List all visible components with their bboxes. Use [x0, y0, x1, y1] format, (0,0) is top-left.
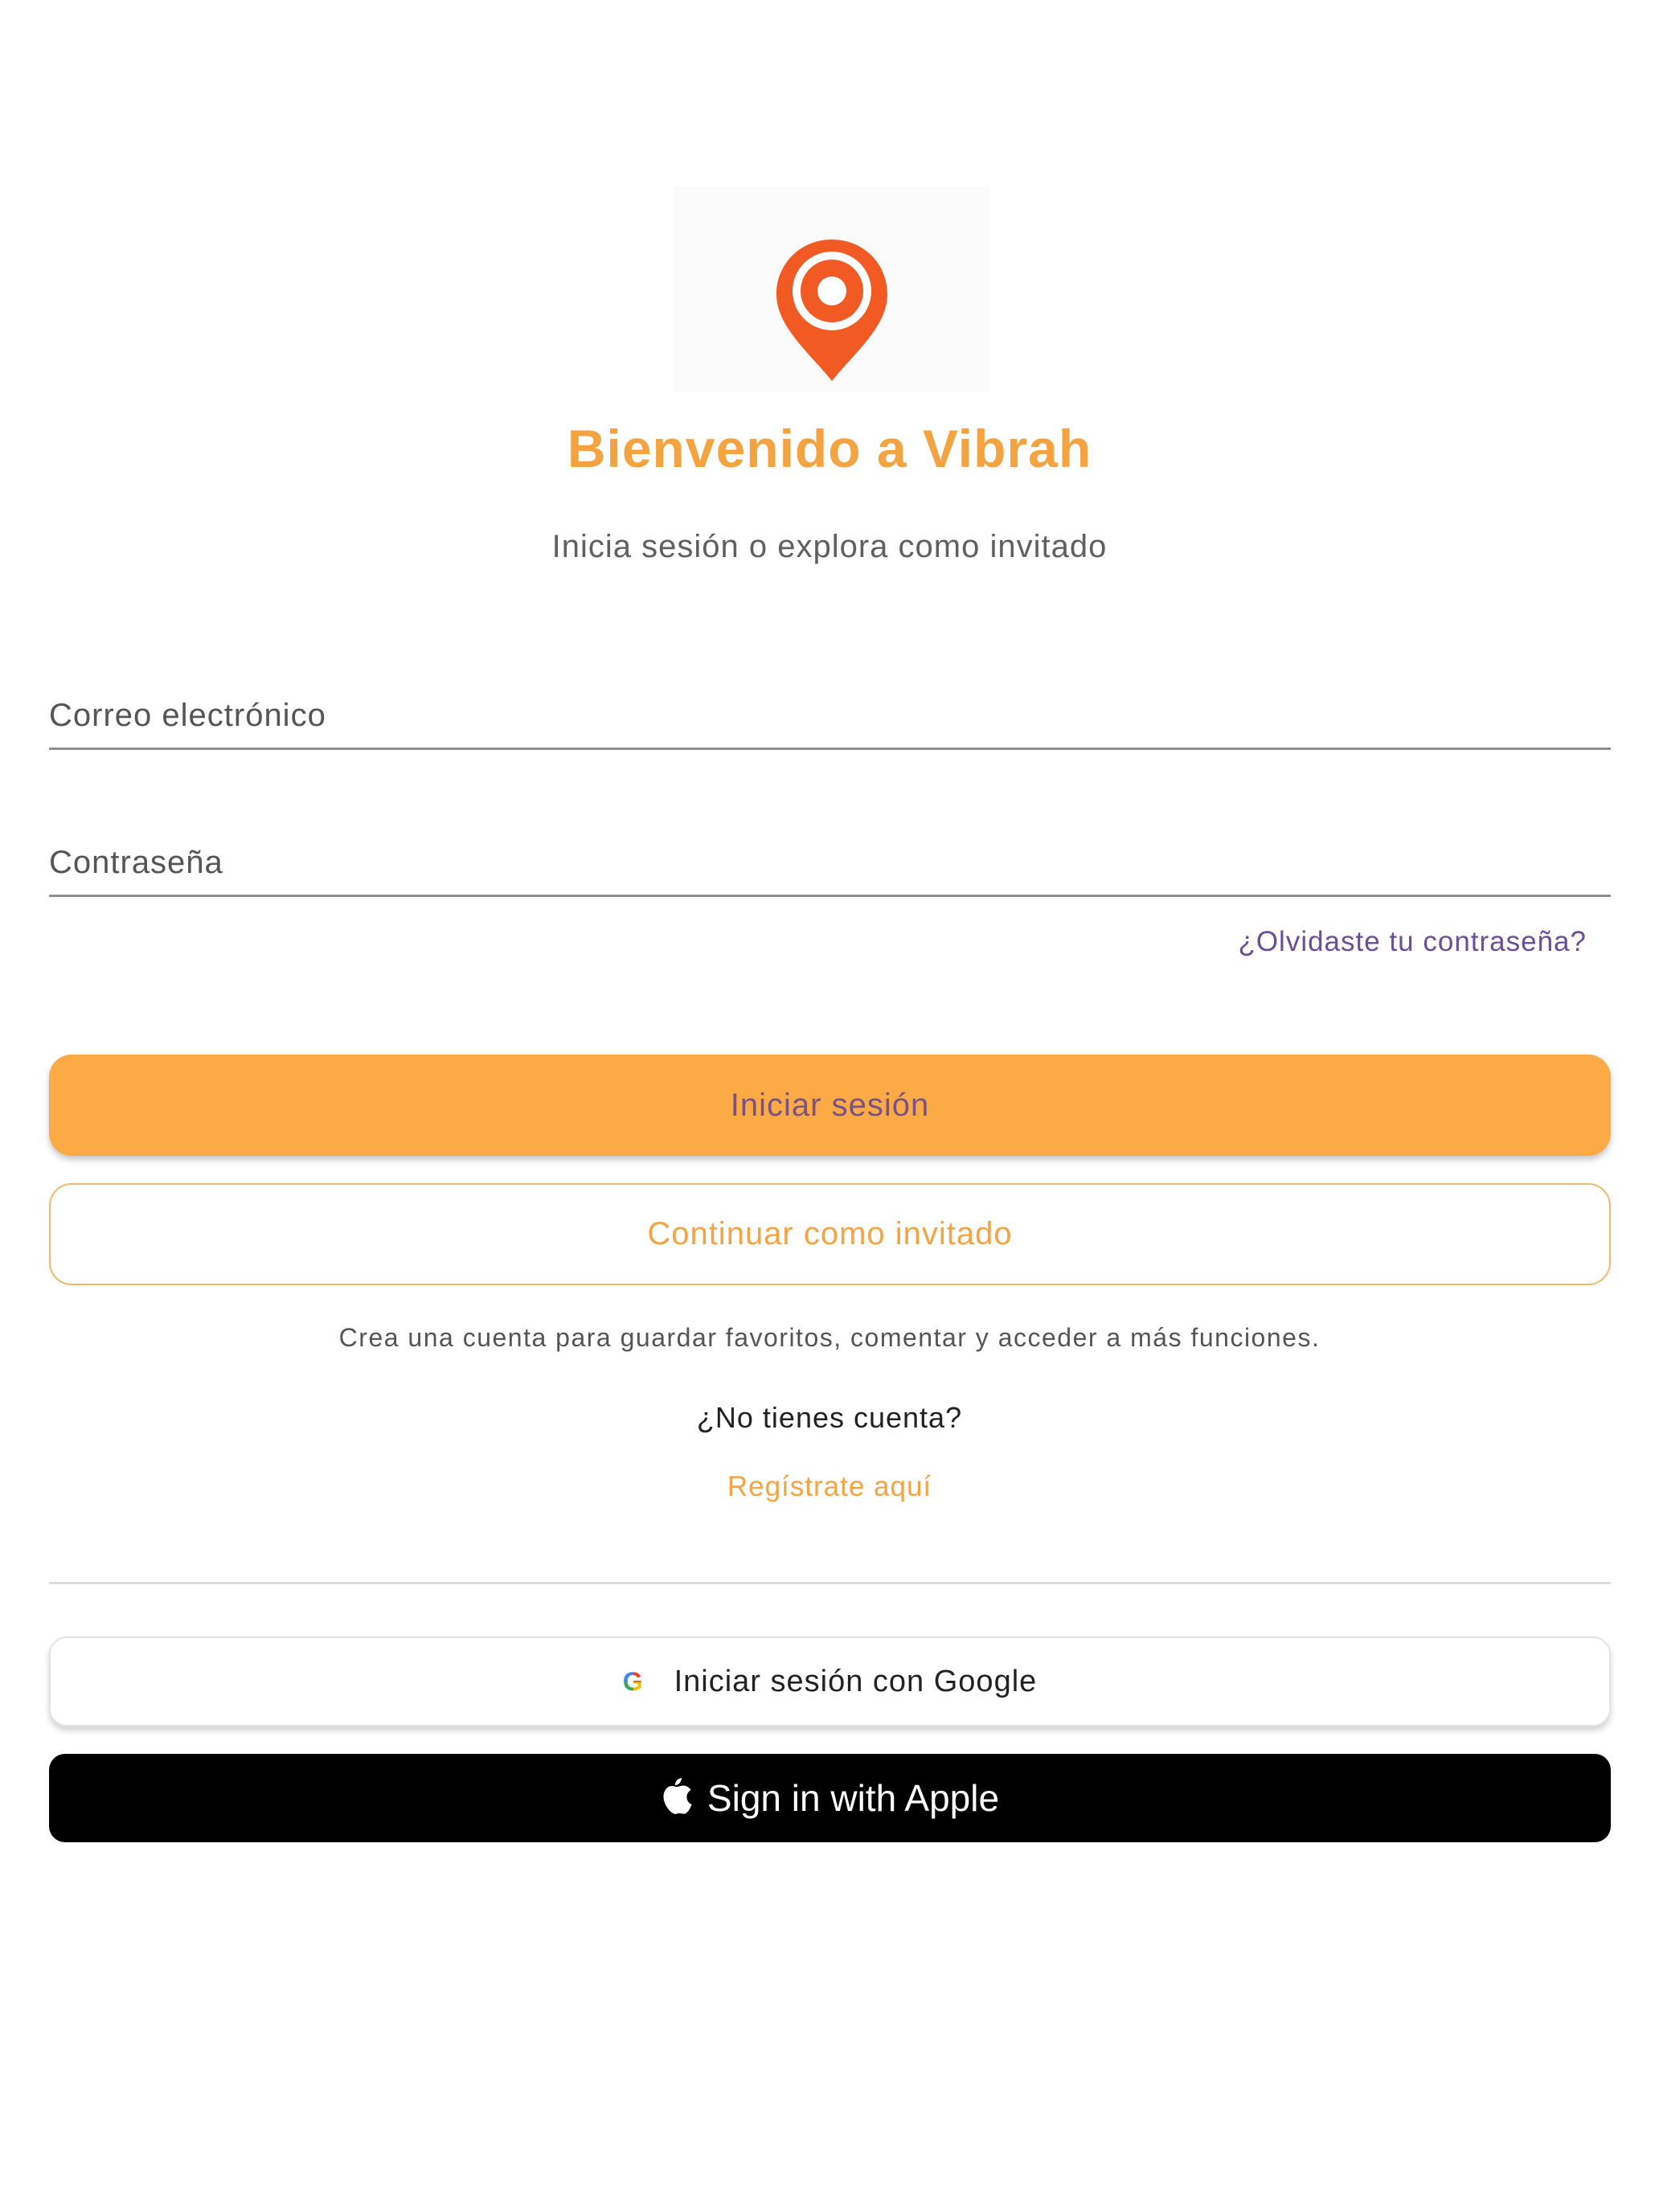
password-field[interactable] — [49, 830, 1611, 897]
register-link[interactable]: Regístrate aquí — [727, 1471, 932, 1502]
apple-logo-icon — [661, 1776, 693, 1815]
no-account-text: ¿No tienes cuenta? — [696, 1401, 963, 1434]
account-benefits-text: Crea una cuenta para guardar favoritos, comentar y acceder a más funciones. — [338, 1323, 1321, 1352]
google-g-icon: G — [622, 1666, 644, 1696]
login-button-label: Iniciar sesión — [730, 1087, 930, 1123]
apple-signin-button[interactable] — [49, 1754, 1611, 1842]
guest-button[interactable] — [49, 1183, 1611, 1285]
page-subtitle: Inicia sesión o explora como invitado — [551, 529, 1108, 564]
google-signin-button[interactable] — [49, 1636, 1611, 1727]
login-button[interactable] — [49, 1055, 1611, 1156]
forgot-password-link[interactable]: ¿Olvidaste tu contraseña? — [1238, 926, 1587, 957]
google-signin-label: Iniciar sesión con Google — [674, 1664, 1038, 1698]
email-field[interactable] — [49, 683, 1611, 750]
location-pin-icon — [773, 236, 891, 384]
page-title: Bienvenido a Vibrah — [567, 419, 1092, 478]
app-logo — [674, 186, 990, 392]
guest-button-label: Continuar como invitado — [647, 1216, 1013, 1251]
apple-signin-label: Sign in with Apple — [707, 1777, 1000, 1819]
divider — [49, 1582, 1611, 1584]
